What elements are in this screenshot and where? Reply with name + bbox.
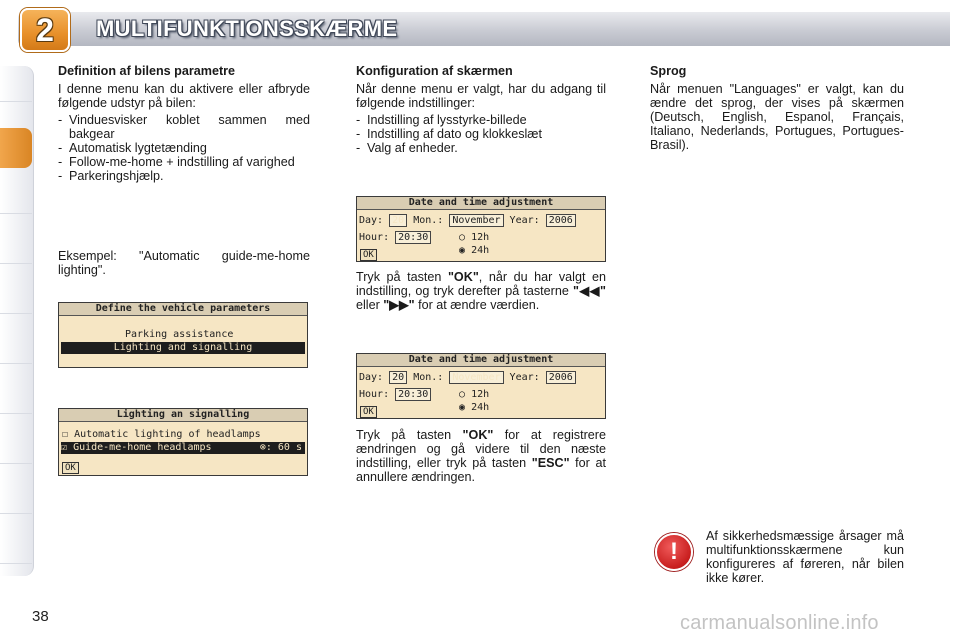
month-label: Mon.: — [413, 372, 444, 383]
text-fragment: Tryk på tasten — [356, 270, 448, 284]
ok-key-label: "OK" — [462, 428, 494, 442]
next-key-label: "▶▶" — [383, 298, 415, 312]
list-item: - Indstilling af lysstyrke-billede — [356, 113, 606, 127]
option-12h[interactable] — [459, 232, 489, 244]
text-fragment: eller — [356, 298, 384, 312]
option-label: 12h — [471, 232, 490, 243]
section-title: Sprog — [650, 64, 687, 78]
radio-off-icon[interactable]: ○ — [459, 389, 466, 400]
chapter-tab[interactable] — [0, 278, 32, 314]
day-field[interactable]: 20 — [389, 371, 407, 384]
list-item: - Valg af enheder. — [356, 141, 606, 155]
menu-item-lighting-signalling[interactable]: Lighting and signalling — [61, 342, 305, 354]
ok-key-label: "OK" — [447, 270, 479, 284]
example-text: Eksempel: "Automatic guide-me-home lighting". — [58, 249, 310, 277]
option-24h[interactable] — [459, 245, 489, 257]
prev-key-label: "◀◀" — [572, 284, 606, 298]
screen-title: Define the vehicle parameters — [59, 303, 307, 316]
language-text: Når menuen "Languages" er valgt, kan du ændre det sprog, der vises på skærmen (Deutsch, English, Espanol, Français, Italiano, Nederlands, Portugues, Portugues-Brasil). — [650, 82, 904, 152]
list-item: - Automatisk lygtetænding — [58, 141, 310, 155]
list-item: - Indstilling af dato og klokkeslæt — [356, 127, 606, 141]
ok-button[interactable]: OK — [360, 406, 377, 418]
option-automatic-lighting[interactable] — [62, 429, 261, 441]
instruction-text-1 — [356, 270, 606, 315]
chapter-tab[interactable] — [0, 178, 32, 214]
year-field[interactable]: 2006 — [546, 214, 576, 227]
ok-button[interactable]: OK — [62, 462, 79, 474]
warning-text: Af sikkerhedsmæssige årsager må multifunktionsskærmene kun konfigureres af føreren, når bilen ikke kører. — [706, 529, 904, 585]
hour-field[interactable]: 20:30 — [395, 388, 431, 401]
text-fragment: for at ændre værdien. — [414, 298, 540, 312]
section-intro: Når denne menu er valgt, har du adgang til følgende indstillinger: — [356, 82, 606, 110]
chapter-tab[interactable] — [0, 228, 32, 264]
chapter-tab-active[interactable] — [0, 128, 32, 168]
chapter-tab[interactable] — [0, 378, 32, 414]
option-label: 12h — [471, 389, 490, 400]
list-item: - Parkeringshjælp. — [58, 169, 310, 183]
text-fragment: for at registrere ændringen og gå videre til den næste indstilling, eller tryk på tasten — [356, 428, 606, 470]
year-field[interactable]: 2006 — [546, 371, 576, 384]
esc-key-label: "ESC" — [531, 456, 570, 470]
day-label: Day: — [359, 215, 384, 226]
screen-title: Date and time adjustment — [357, 354, 605, 367]
checkbox-icon[interactable]: ☐ — [62, 429, 69, 440]
menu-item-parking-assistance[interactable]: Parking assistance — [125, 329, 234, 340]
option-24h[interactable] — [459, 402, 489, 414]
option-12h[interactable] — [459, 389, 489, 401]
month-label: Mon.: — [413, 215, 444, 226]
screen-vehicle-parameters — [58, 302, 308, 368]
chapter-tab-strip — [0, 66, 34, 576]
column-vehicle-parameters — [58, 64, 310, 280]
screen-lighting-signalling — [58, 408, 308, 476]
screen-date-time-1 — [356, 196, 606, 262]
screen-title: Lighting an signalling — [59, 409, 307, 422]
radio-off-icon[interactable]: ○ — [459, 232, 466, 243]
option-label: 24h — [471, 402, 490, 413]
page-number: 38 — [32, 608, 49, 625]
watermark: carmanualsonline.info — [680, 612, 879, 634]
radio-on-icon[interactable]: ◉ — [459, 402, 466, 413]
month-field[interactable]: November — [449, 371, 503, 384]
month-field[interactable]: November — [449, 214, 503, 227]
radio-on-icon[interactable]: ◉ — [459, 245, 466, 256]
option-guide-me-home[interactable] — [61, 442, 305, 454]
duration-value[interactable]: ⊗: 60 s — [259, 442, 302, 453]
hour-field[interactable]: 20:30 — [395, 231, 431, 244]
chapter-tab[interactable] — [0, 528, 32, 564]
screen-title: Date and time adjustment — [357, 197, 605, 210]
list-item: - Vinduesvisker koblet sammen med bakgear — [58, 113, 310, 141]
chapter-tab[interactable] — [0, 428, 32, 464]
text-fragment: Tryk på tasten — [356, 428, 463, 442]
checkbox-checked-icon[interactable]: ☑ — [61, 442, 68, 453]
column-screen-configuration — [356, 64, 606, 155]
hour-label: Hour: — [359, 389, 390, 400]
instruction-text-2 — [356, 428, 606, 487]
settings-list — [356, 113, 606, 155]
date-row — [359, 372, 576, 384]
chapter-tab[interactable] — [0, 478, 32, 514]
hour-row — [359, 232, 431, 244]
section-title: Definition af bilens parametre — [58, 64, 236, 78]
year-label: Year: — [509, 372, 540, 383]
option-label: Automatic lighting of headlamps — [74, 429, 261, 440]
chapter-tab[interactable] — [0, 328, 32, 364]
day-field[interactable]: 20 — [389, 214, 407, 227]
chapter-number: 2 — [36, 11, 54, 48]
list-item: - Follow-me-home + indstilling af varighed — [58, 155, 310, 169]
screen-date-time-2 — [356, 353, 606, 419]
feature-list — [58, 113, 310, 183]
text-fragment: , når du har valgt en indstilling, og tryk derefter på tasterne — [356, 270, 607, 298]
section-intro: I denne menu kan du aktivere eller afbryde følgende udstyr på bilen: — [58, 82, 310, 110]
date-row — [359, 215, 576, 227]
text-fragment: for at annullere ændringen. — [356, 456, 606, 484]
year-label: Year: — [509, 215, 540, 226]
page-title: MULTIFUNKTIONSSKÆRME — [96, 16, 398, 41]
chapter-badge — [20, 8, 70, 52]
section-title: Konfiguration af skærmen — [356, 64, 513, 78]
column-language — [650, 64, 904, 155]
day-label: Day: — [359, 372, 384, 383]
chapter-tab[interactable] — [0, 66, 32, 102]
warning-exclamation-icon: ! — [655, 533, 693, 571]
ok-button[interactable]: OK — [360, 249, 377, 261]
hour-row — [359, 389, 431, 401]
hour-label: Hour: — [359, 232, 390, 243]
option-label: 24h — [471, 245, 490, 256]
option-label: Guide-me-home headlamps — [73, 442, 212, 453]
